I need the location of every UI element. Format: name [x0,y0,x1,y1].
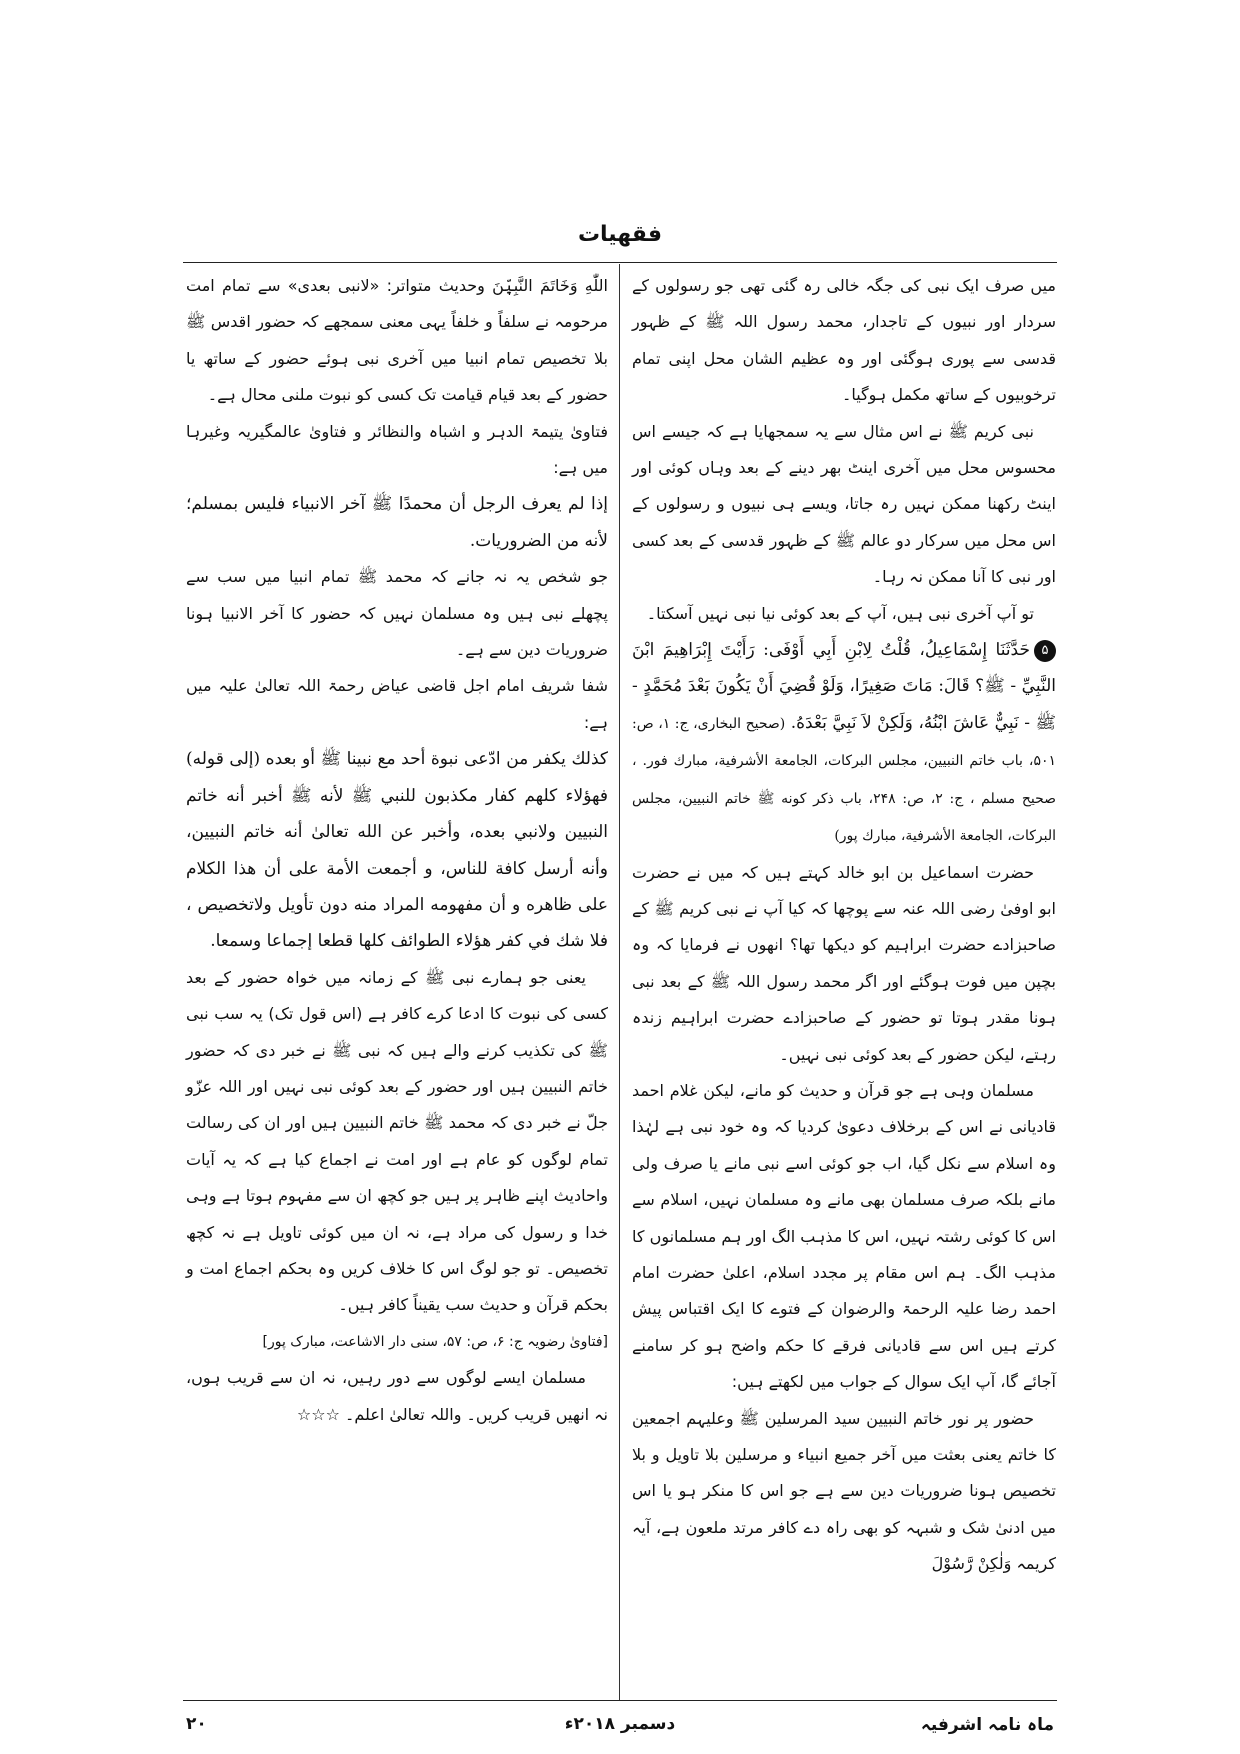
hadith-reference: (صحیح البخاری، ج: ۱، ص: ۵۰۱، باب خاتم النبیین، مجلس البرکات، الجامعة الأشرفية، مبارك فور. ، صحيح مسلم ، ج: ۲، ص: ۲۴۸، باب ذكر كونه ﷺ خاتم النبيين، مجلس البركات، الجامعة الأشرفية، مبارك پور) [632,715,1057,845]
paragraph: نبی کریم ﷺ نے اس مثال سے یہ سمجھایا ہے کہ جیسے اس محسوس محل میں آخری اینٹ بھر دینے کے بعد وہاں کوئی اور اینٹ رکھنا ممکن نہیں رہ جاتا، ویسے ہی نبیوں و رسولوں کے اس محل میں سرکار دو عالم ﷺ کے ظہور قدسی کے بعد کسی اور نبی کا آنا ممکن نہ رہا۔ [632,421,1056,587]
reference: [فتاویٰ رضویہ ج: ۶، ص: ۵۷، سنی دار الاشاعت، مبارک پور] [262,1333,608,1350]
paragraph: فتاویٰ یتیمۃ الدہر و اشباہ والنظائر و فتاویٰ عالمگیریہ وغیرہا میں ہے: [186,421,608,478]
arabic-quote: كذلك يكفر من ادّعى نبوة أحد مع نبينا ﷺ أو بعده (إلى قوله) فهؤلاء كلهم كفار مكذبون للنبي ﷺ لأنه ﷺ أخبر أنه خاتم النبيين ولانبي بعده، وأخبر عن الله تعالىٰ أنه خاتم النبيين، وأنه أرسل كافة للناس، و أجمعت الأمة على أن هذا الكلام على ظاهره و أن مفهومه المراد منه دون تأويل ولاتخصيص ، فلا شك في كفر هؤلاء الطوائف كلها قطعا إجماعا وسمعا. [186,749,608,952]
footer-rule [183,1700,1057,1701]
hadith-number-badge: ۵ [1034,640,1056,662]
left-column [186,268,608,1433]
paragraph: میں صرف ایک نبی کی جگہ خالی رہ گئی تھی جو رسولوں کے سردار اور نبیوں کے تاجدار، محمد رسول اللہ ﷺ کے ظہور قدسی سے پوری ہوگئی اور وہ عظیم الشان محل اپنی تمام ترخوبیوں کے ساتھ مکمل ہوگیا۔ [632,276,1056,405]
paragraph: شفا شریف امام اجل قاضی عیاض رحمۃ اللہ تعالیٰ علیہ میں ہے: [186,676,608,732]
quotation: حضور پر نور خاتم النبیین سید المرسلین ﷺ وعلیہم اجمعین کا خاتم یعنی بعثت میں آخر جمیع انبیاء و مرسلین بلا تاویل و بلا تخصیص ہونا ضروریات دین سے ہے جو اس کا منکر ہو یا اس میں ادنیٰ شک و شبہہ کو بھی راہ دے کافر مرتد ملعون ہے، آیہ کریمہ وَلٰكِنْ رَّسُوْلَ [632,1408,1056,1574]
paragraph: اللّٰهِ وَخَاتَمَ النَّبِيّٖنَ وحدیث متواتر: «لانبی بعدی» سے تمام امت مرحومہ نے سلفاً و خلفاً یہی معنی سمجھے کہ حضور اقدس ﷺ بلا تخصیص تمام انبیا میں آخری نبی ہوئے حضور کے ساتھ یا حضور کے بعد قیام قیامت تک کسی کو نبوت ملنی محال ہے۔ [186,276,608,405]
right-column [632,268,1056,1583]
page-title: فقهیات [577,222,663,247]
paragraph: مسلمان ایسے لوگوں سے دور رہیں، نہ ان سے قریب ہوں، نہ انھیں قریب کریں۔ واللہ تعالیٰ اعلم۔ ☆☆☆ [186,1368,608,1424]
header-rule [183,262,1057,263]
paragraph: مسلمان وہی ہے جو قرآن و حدیث کو مانے، لیکن غلام احمد قادیانی نے اس کے برخلاف دعویٰ کردیا کہ وہ خود نبی ہے لہٰذا وہ اسلام سے نکل گیا، اب جو کوئی اسے نبی مانے یا صرف ولی مانے بلکہ صرف مسلمان بھی مانے وہ مسلمان نہیں، اسلام سے اس کا کوئی رشتہ نہیں، اس کا مذہب الگ اور ہم مسلمانوں کا مذہب الگ۔ ہم اس مقام پر مجدد اسلام، اعلیٰ حضرت امام احمد رضا علیہ الرحمۃ والرضوان کے فتوے کا ایک اقتباس پیش کرتے ہیں اس سے قادیانی فرقے کا حکم واضح ہو کر سامنے آجائے گا، آپ ایک سوال کے جواب میں لکھتے ہیں: [632,1080,1056,1392]
footer-magazine-name: ماہ نامہ اشرفیہ [920,1715,1054,1735]
arabic-quote: إذا لم يعرف الرجل أن محمدًا ﷺ آخر الانبياء فليس بمسلم؛ لأنه من الضروريات. [186,494,608,551]
footer-date: دسمبر ۲۰۱۸ء [564,1714,676,1734]
hadith-arabic: حَدَّثَنَا إِسْمَاعِيلُ، قُلْتُ لِابْنِ أَبِي أَوْفَى: رَأَيْتَ إِبْرَاهِيمَ ابْنَ النَّبِيِّ - ﷺ؟ قَالَ: مَاتَ صَغِيرًا، وَلَوْ قُضِيَ أَنْ يَكُونَ بَعْدَ مُحَمَّدٍ - ﷺ - نَبِيٌّ عَاشَ ابْنُهُ، وَلَكِنْ لاَ نَبِيَّ بَعْدَهُ. [632,640,1056,733]
paragraph: یعنی جو ہمارے نبی ﷺ کے زمانہ میں خواہ حضور کے بعد کسی کی نبوت کا ادعا کرے کافر ہے (اس قول تک) یہ سب نبی ﷺ کی تکذیب کرنے والے ہیں کہ نبی ﷺ نے خبر دی کہ حضور خاتم النبیین ہیں اور حضور کے بعد کوئی نبی نہیں اور اللہ عزّو جلّ نے خبر دی کہ محمد ﷺ خاتم النبیین ہیں اور ان کی رسالت تمام لوگوں کو عام ہے اور امت نے اجماع کیا ہے کہ یہ آیات واحادیث اپنے ظاہر پر ہیں جو کچھ ان سے مفہوم ہوتا ہے وہی خدا و رسول کی مراد ہے، نہ ان میں کوئی تاویل ہے نہ کچھ تخصیص۔ تو جو لوگ اس کا خلاف کریں وہ بحکم اجماع امت و بحکم قرآن و حدیث سب یقیناً کافر ہیں۔ [186,967,608,1315]
hadith-text [632,632,1056,854]
page-number: ۲۰ [186,1714,207,1734]
paragraph: تو آپ آخری نبی ہیں، آپ کے بعد کوئی نیا نبی نہیں آسکتا۔ [646,603,1034,623]
paragraph: حضرت اسماعیل بن ابو خالد کہتے ہیں کہ میں نے حضرت ابو اوفیٰ رضی اللہ عنہ سے پوچھا کہ کیا آپ نے نبی کریم ﷺ کے صاحبزادے حضرت ابراہیم کو دیکھا تھا؟ انھوں نے فرمایا کہ وہ بچپن میں فوت ہوگئے اور اگر محمد رسول اللہ ﷺ کے بعد نبی ہونا مقدر ہوتا تو حضور کے صاحبزادے حضرت ابراہیم زندہ رہتے، لیکن حضور کے بعد کوئی نبی نہیں۔ [632,862,1056,1064]
paragraph: جو شخص یہ نہ جانے کہ محمد ﷺ تمام انبیا میں سب سے پچھلے نبی ہیں وہ مسلمان نہیں کہ حضور کا آخر الانبیا ہونا ضروریات دین سے ہے۔ [186,567,608,660]
column-divider [619,264,620,1700]
